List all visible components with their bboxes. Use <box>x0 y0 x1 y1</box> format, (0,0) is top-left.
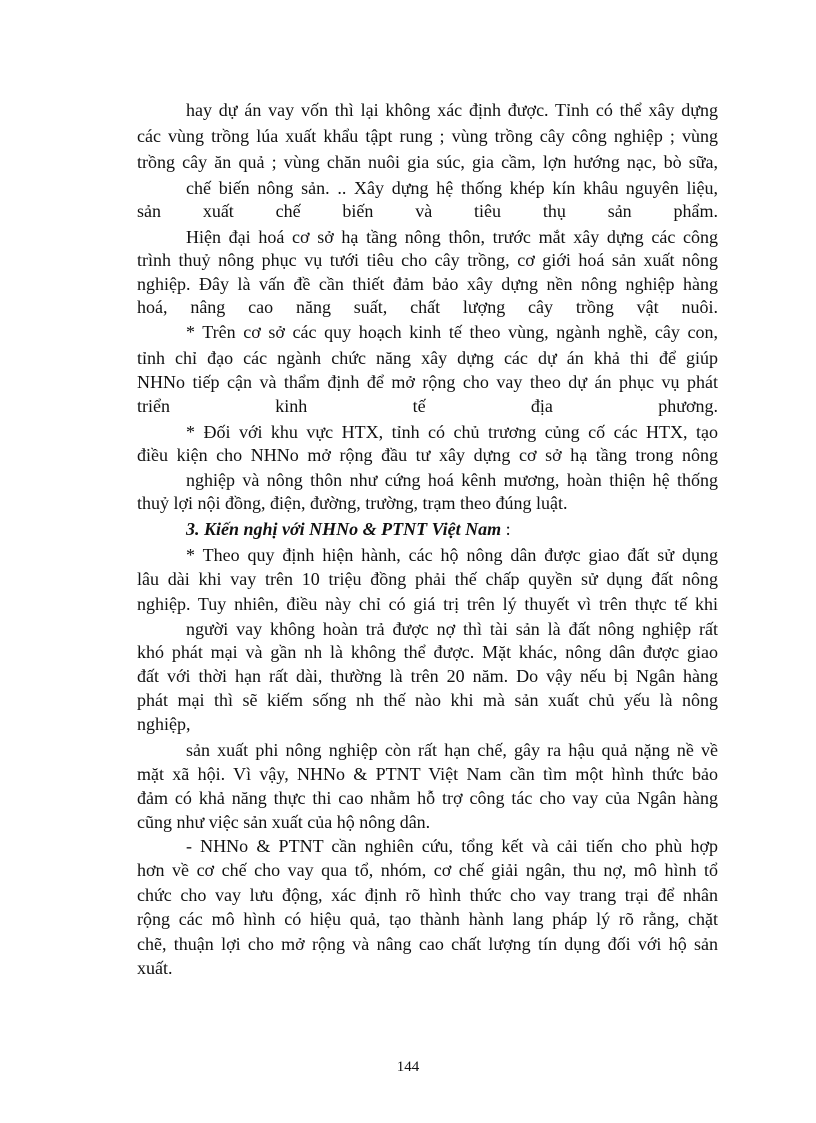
text-line: * Trên cơ sở các quy hoạch kinh tế theo vùng, ngành nghề, cây con, <box>186 322 718 342</box>
text-line: xuất. <box>137 958 173 978</box>
text-line: lâu dài khi vay trên 10 triệu đồng phải thế chấp quyền sử dụng đất nông <box>137 569 718 589</box>
text-line: nghiệp. Tuy nhiên, điều này chỉ có giá trị trên lý thuyết vì trên thực tế khi <box>137 594 718 614</box>
text-line: * Theo quy định hiện hành, các hộ nông dân được giao đất sử dụng <box>186 545 718 565</box>
section-heading <box>186 517 511 541</box>
text-line: điều kiện cho NHNo mở rộng đầu tư xây dựng cơ sở hạ tầng trong nông <box>137 445 718 465</box>
text-line: trình thuỷ nông phục vụ tưới tiêu cho cây trồng, cơ giới hoá sản xuất nông <box>137 250 718 270</box>
page-number: 144 <box>396 1059 420 1075</box>
text-line: hay dự án vay vốn thì lại không xác định được. Tỉnh có thể xây dựng <box>186 100 718 120</box>
text-line: nghiệp và nông thôn như cứng hoá kênh mương, hoàn thiện hệ thống <box>186 470 718 490</box>
text-line: sản xuất chế biến và tiêu thụ sản phẩm. <box>137 201 718 221</box>
text-line: rộng các mô hình có hiệu quả, tạo thành hành lang pháp lý rõ rằng, chặt <box>137 909 718 929</box>
text-line: mặt xã hội. Vì vậy, NHNo & PTNT Việt Nam cần tìm một hình thức bảo <box>137 764 718 784</box>
text-line: đất với thời hạn rất dài, thường là trên 20 năm. Do vậy nếu bị Ngân hàng <box>137 666 718 686</box>
text-line: phát mại thì sẽ kiếm sống nh thế nào khi mà sản xuất chủ yếu là nông <box>137 690 718 710</box>
text-line: NHNo tiếp cận và thẩm định để mở rộng cho vay theo dự án phục vụ phát <box>137 372 718 392</box>
text-line: chẽ, thuận lợi cho mở rộng và nâng cao chất lượng tín dụng đối với hộ sản <box>137 934 718 954</box>
text-line: cũng như việc sản xuất của hộ nông dân. <box>137 812 431 832</box>
text-line: triển kinh tế địa phương. <box>137 396 718 416</box>
section-heading-suffix: : <box>501 519 511 539</box>
text-line: đảm có khả năng thực thi cao nhằm hỗ trợ công tác cho vay của Ngân hàng <box>137 788 718 808</box>
text-line: * Đối với khu vực HTX, tỉnh có chủ trương củng cố các HTX, tạo <box>186 422 718 442</box>
text-line: người vay không hoàn trả được nợ thì tài sản là đất nông nghiệp rất <box>186 619 718 639</box>
text-line: tỉnh chỉ đạo các ngành chức năng xây dựng các dự án khả thi để giúp <box>137 348 718 368</box>
text-line: sản xuất phi nông nghiệp còn rất hạn chế, gây ra hậu quả nặng nề về <box>186 740 718 760</box>
text-line: nghiệp. Đây là vấn đề cần thiết đảm bảo xây dựng nền nông nghiệp hàng <box>137 274 718 294</box>
text-line: khó phát mại và gần nh là không thể được. Mặt khác, nông dân được giao <box>137 642 718 662</box>
text-line: Hiện đại hoá cơ sở hạ tầng nông thôn, trước mắt xây dựng các công <box>186 227 718 247</box>
text-line: nghiệp, <box>137 714 191 734</box>
text-line: các vùng trồng lúa xuất khẩu tậpt rung ; vùng trồng cây công nghiệp ; vùng <box>137 126 718 146</box>
text-line: - NHNo & PTNT cần nghiên cứu, tổng kết và cải tiến cho phù hợp <box>186 836 718 856</box>
text-line: trồng cây ăn quả ; vùng chăn nuôi gia súc, gia cầm, lợn hướng nạc, bò sữa, <box>137 152 718 172</box>
section-heading-text: 3. Kiến nghị với NHNo & PTNT Việt Nam <box>186 519 502 539</box>
text-line: chức cho vay lưu động, xác định rõ hình thức cho vay trang trại để nhân <box>137 885 718 905</box>
text-line: hoá, nâng cao năng suất, chất lượng cây trồng vật nuôi. <box>137 297 718 317</box>
text-line: chế biến nông sản. .. Xây dựng hệ thống khép kín khâu nguyên liệu, <box>186 178 718 198</box>
text-line: hơn về cơ chế cho vay qua tổ, nhóm, cơ chế giải ngân, thu nợ, mô hình tổ <box>137 860 718 880</box>
text-line: thuỷ lợi nội đồng, điện, đường, trường, trạm theo đúng luật. <box>137 493 568 513</box>
